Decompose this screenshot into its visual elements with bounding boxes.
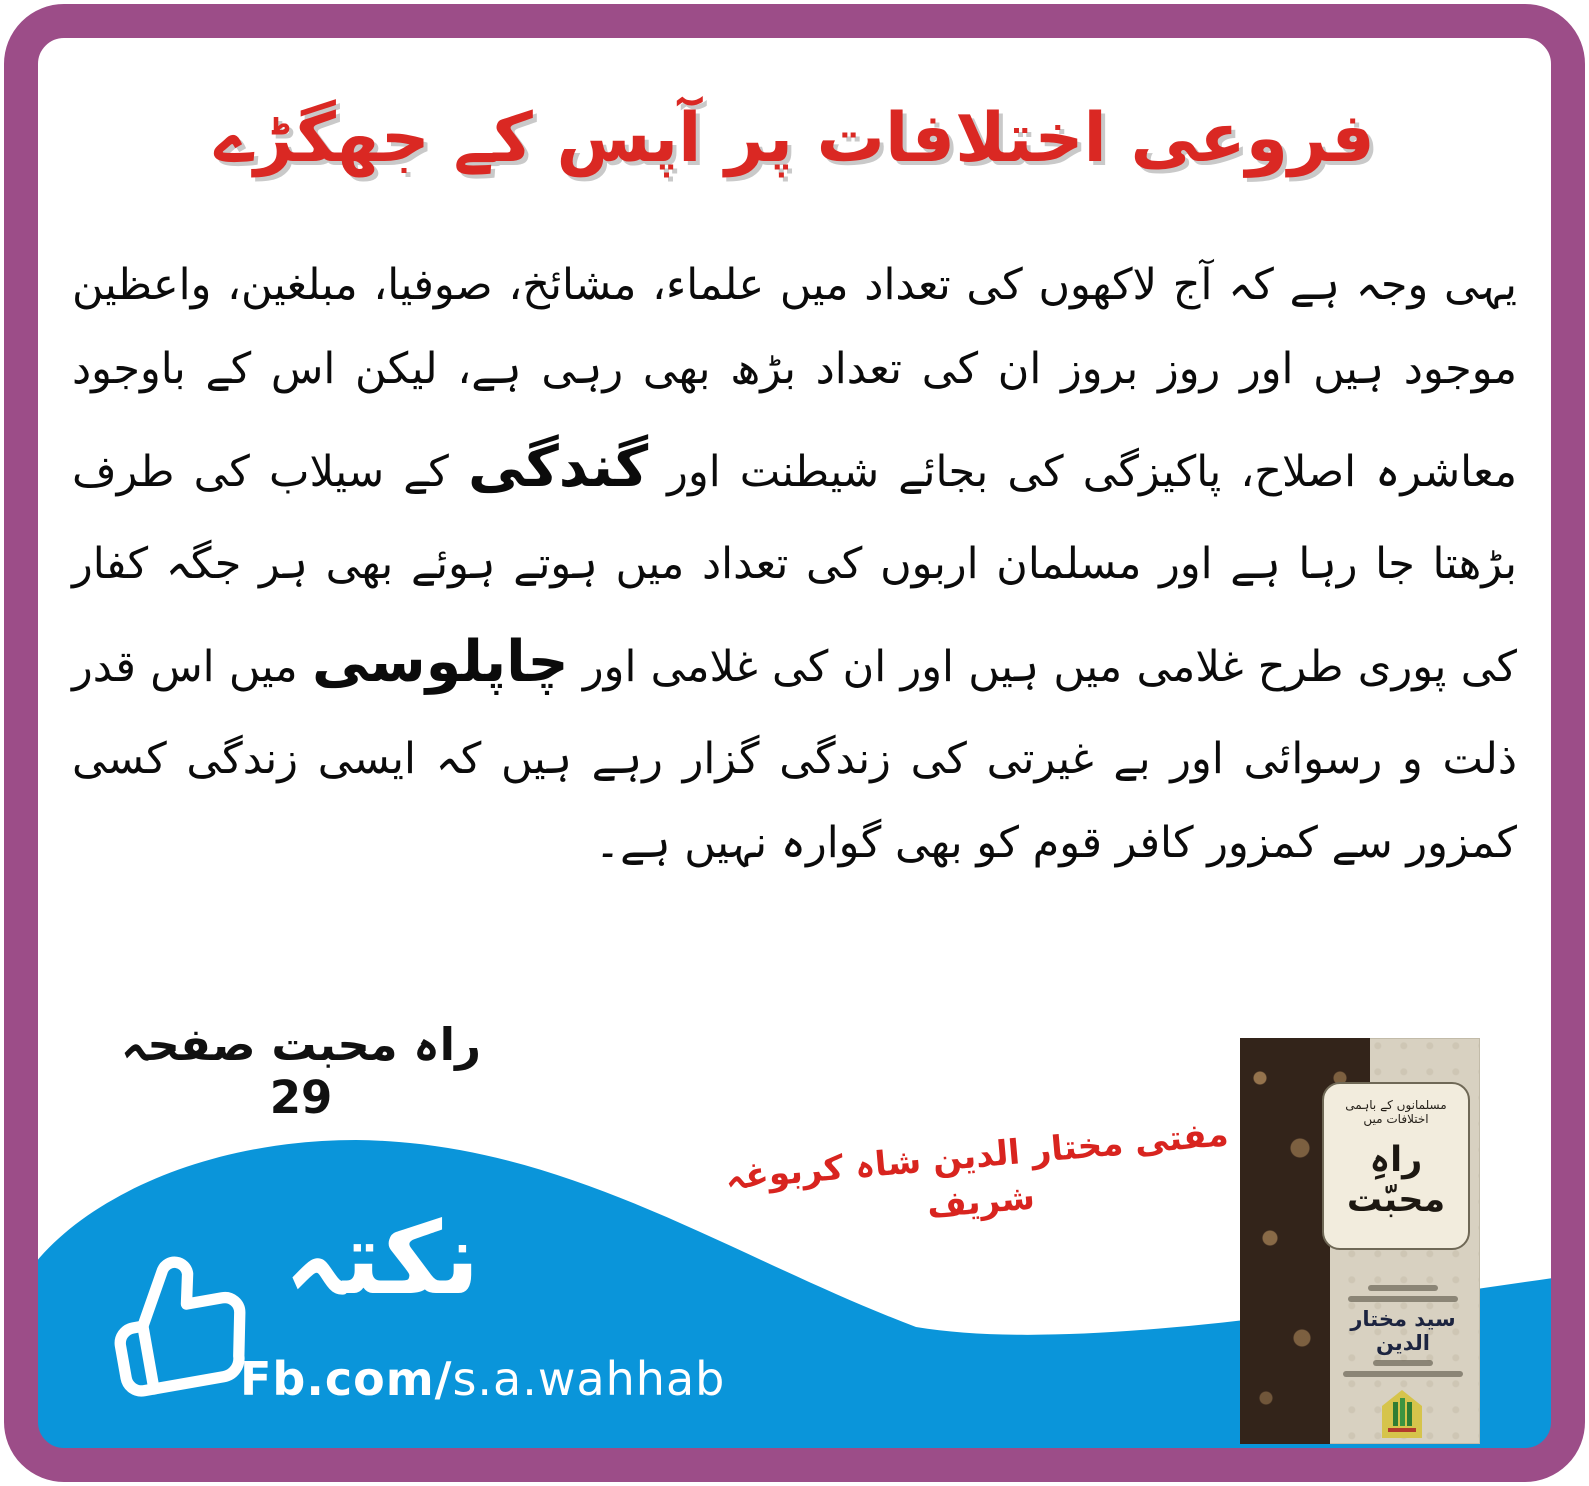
book-citation: راہ محبت صفحہ 29 bbox=[121, 1018, 481, 1124]
book-small-text-line bbox=[1373, 1360, 1433, 1366]
body-segment-1: یہی وجہ ہے کہ آج لاکھوں کی تعداد میں علماء، مشائخ، صوفیا، مبلغین، واعظین موجود ہیں اور روز بروز ان کی تعداد بڑھ بھی رہی ہے، لیکن اس کے باوجود معاشرہ اصلاح، پاکیزگی کی بجائے شیطنت اور bbox=[72, 260, 1517, 497]
body-paragraph bbox=[72, 244, 1517, 886]
book-author-block bbox=[1332, 1280, 1474, 1382]
facebook-handle: s.a.wahhab bbox=[452, 1352, 726, 1406]
book-cover-photo bbox=[1240, 1038, 1480, 1444]
book-title-panel bbox=[1322, 1082, 1470, 1250]
book-small-text-line bbox=[1348, 1296, 1458, 1302]
book-small-text-line bbox=[1368, 1285, 1438, 1291]
body-segment-3: میں اس قدر ذلت و رسوائی اور بے غیرتی کی زندگی گزار رہے ہیں کہ ایسی زندگی کسی کمزور سے کمزور کافر قوم کو بھی گوارہ نہیں ہے۔ bbox=[72, 641, 1517, 868]
facebook-url-prefix: Fb.com/ bbox=[240, 1352, 453, 1406]
book-title: راہِ محبّت bbox=[1346, 1140, 1446, 1220]
body-segment-2: کے سیلاب کی طرف بڑھتا جا رہا ہے اور مسلمان اربوں کی تعداد میں ہوتے ہوئے بھی ہر جگہ کفار کی پوری طرح غلامی میں ہیں اور ان کی غلامی اور bbox=[72, 446, 1518, 692]
body-emphasis-chaploosi: چاپلوسی bbox=[311, 628, 569, 695]
book-cover-ornament bbox=[1240, 1038, 1330, 1444]
body-emphasis-gandagi: گندگی bbox=[467, 433, 649, 500]
facebook-link-text bbox=[240, 1352, 725, 1406]
poster-heading: فروعی اختلافات پر آپس کے جھگڑے bbox=[214, 99, 1375, 178]
brand-logo-text: نکتہ bbox=[284, 1200, 480, 1317]
author-attribution: مفتی مختار الدین شاہ کربوغہ شریف bbox=[723, 1114, 1231, 1227]
poster-inner-area bbox=[36, 36, 1553, 1450]
book-tagline: مسلمانوں کے باہمی اختلافات میں bbox=[1345, 1098, 1447, 1126]
book-author-name: سید مختار الدین bbox=[1350, 1307, 1456, 1355]
publisher-logo-icon bbox=[1382, 1390, 1422, 1438]
book-small-text-line bbox=[1343, 1371, 1463, 1377]
